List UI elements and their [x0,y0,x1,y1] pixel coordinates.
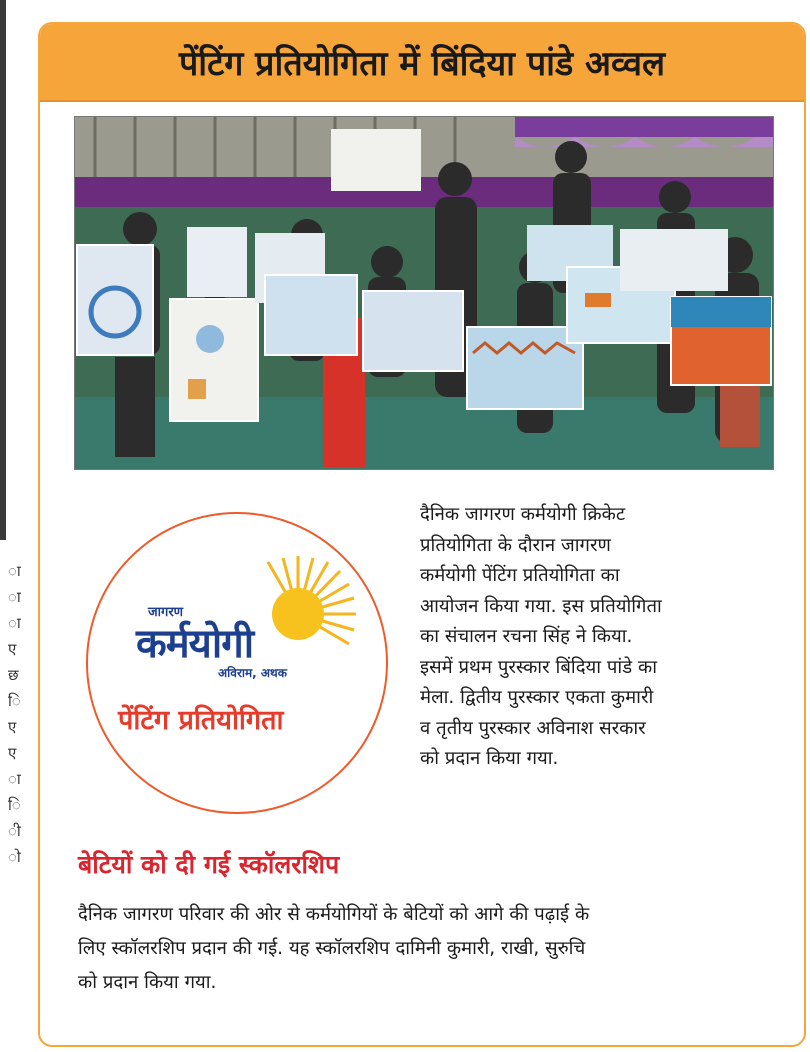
body-line: को प्रदान किया गया. [78,972,217,993]
event-photo [74,116,774,470]
intro-paragraph [420,500,765,775]
scholarship-subheading: बेटियों को दी गई स्कॉलरशिप [78,850,340,879]
logo-tagline: अविराम, अथक [218,666,287,680]
news-article-box [38,22,806,1047]
adjacent-text-fragment: ा [8,614,21,632]
intro-line: आयोजन किया गया. इस प्रतियोगिता [420,595,662,617]
intro-line: को प्रदान किया गया. [420,748,559,769]
body-line: दैनिक जागरण परिवार की ओर से कर्मयोगियों के बेटियों को आगे की पढ़ाई के [78,904,590,925]
intro-line: मेला. द्वितीय पुरस्कार एकता कुमारी [420,687,654,708]
adjacent-photo-edge [0,0,6,540]
adjacent-text-fragment: ा [8,770,21,788]
article-headline: पेंटिंग प्रतियोगिता में बिंदिया पांडे अव्वल [40,24,804,102]
intro-line: इसमें प्रथम पुरस्कार बिंदिया पांडे का [420,656,657,678]
sun-icon [238,554,358,674]
intro-line: का संचालन रचना सिंह ने किया. [420,626,633,647]
karmayogi-logo [86,512,388,814]
adjacent-text-fragment: ि [8,692,21,710]
intro-line: प्रतियोगिता के दौरान जागरण [420,534,611,556]
adjacent-text-fragment: ए [8,744,17,762]
adjacent-text-fragment: ी [8,822,21,840]
logo-event-name: पेंटिंग प्रतियोगिता [118,705,284,736]
adjacent-column [0,0,22,1052]
intro-line: कर्मयोगी पेंटिंग प्रतियोगिता का [420,565,620,586]
logo-brand-name: कर्मयोगी [136,621,254,667]
adjacent-text-fragment: ा [8,588,21,606]
logo-brand-small: जागरण [148,605,184,620]
adjacent-text-fragment: ए [8,640,17,658]
intro-line: व तृतीय पुरस्कार अविनाश सरकार [420,717,646,739]
body-line: लिए स्कॉलरशिप प्रदान की गई. यह स्कॉलरशिप दामिनी कुमारी, राखी, सुरुचि [78,938,586,959]
scholarship-paragraph [78,898,778,1000]
adjacent-text-fragment: ो [8,848,21,866]
intro-line: दैनिक जागरण कर्मयोगी क्रिकेट [420,504,626,525]
adjacent-text-fragment: ए [8,718,17,736]
adjacent-text-fragment: ा [8,562,21,580]
adjacent-text-fragment: छ [8,666,19,684]
adjacent-text-fragment: ि [8,796,21,814]
